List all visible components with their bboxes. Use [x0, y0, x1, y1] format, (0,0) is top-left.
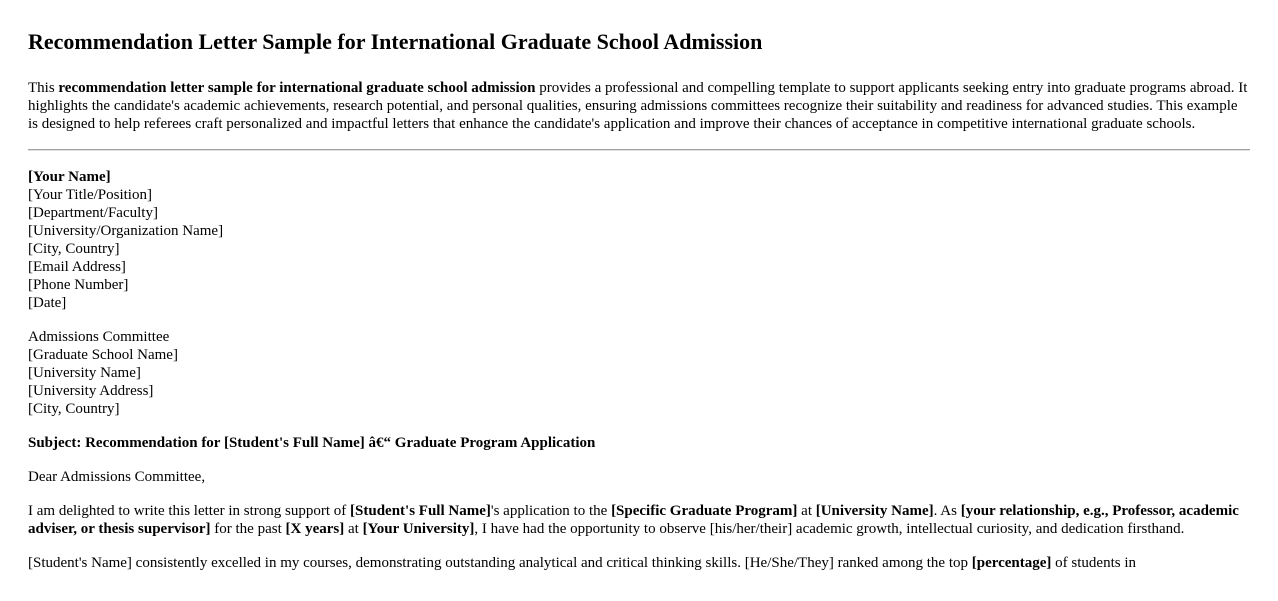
placeholder-percentage: [percentage] — [971, 555, 1052, 571]
recipient-line: Admissions Committee — [28, 329, 170, 345]
para1-text: at — [797, 503, 816, 519]
divider — [28, 149, 1250, 151]
sender-line: [Email Address] — [28, 259, 126, 275]
placeholder-student-name: [Student's Full Name] — [350, 503, 491, 519]
salutation: Dear Admissions Committee, — [28, 469, 206, 485]
intro-paragraph — [28, 79, 1250, 133]
para1-text: . As — [933, 503, 961, 519]
intro-keyword: recommendation letter sample for international graduate school admission — [58, 80, 536, 96]
recipient-line: [University Name] — [28, 365, 141, 381]
intro-text-start: This — [28, 80, 59, 96]
sender-line: [Department/Faculty] — [28, 205, 158, 221]
sender-line: [University/Organization Name] — [28, 223, 224, 239]
sender-block — [28, 168, 1250, 312]
sender-line: [City, Country] — [28, 241, 120, 257]
body-paragraph-2 — [28, 554, 1250, 572]
placeholder-relationship: [your relationship, e.g., Professor, academic adviser, or thesis supervisor] — [28, 503, 1239, 537]
recipient-line: [Graduate School Name] — [28, 347, 178, 363]
recipient-line: [University Address] — [28, 383, 154, 399]
sender-line: [Phone Number] — [28, 277, 129, 293]
page-title: Recommendation Letter Sample for International Graduate School Admission — [28, 29, 763, 54]
para1-text: , I have had the opportunity to observe [his/her/their] academic growth, intellectual curiosity, and dedication firsthand. — [474, 521, 1185, 537]
placeholder-years: [X years] — [285, 521, 345, 537]
para2-text: of students in — [1051, 555, 1137, 571]
para2-text: [Student's Name] consistently excelled in my courses, demonstrating outstanding analytical and critical thinking skills. [He/She/They] ranked among the top — [28, 555, 972, 571]
sender-date: [Date] — [28, 295, 67, 311]
subject-line — [28, 434, 1250, 452]
para1-text: 's application to the — [490, 503, 612, 519]
recipient-block — [28, 328, 1250, 418]
sender-line: [Your Title/Position] — [28, 187, 152, 203]
para1-text: at — [344, 521, 363, 537]
intro-text-rest: provides a professional and compelling template to support applicants seeking entry into graduate programs abroad. It highlights the candidate's academic achievements, research potential, and personal qualities, ensuring admissions committees recognize their suitability and readiness for advanced studies. This example is designed to help referees craft personalized and impactful letters that enhance the candidate's application and improve their chances of acceptance in competitive international graduate schools. — [28, 80, 1248, 132]
placeholder-program: [Specific Graduate Program] — [611, 503, 798, 519]
placeholder-your-university: [Your University] — [362, 521, 475, 537]
placeholder-university: [University Name] — [815, 503, 934, 519]
subject-text: Subject: Recommendation for [Student's Full Name] â€“ Graduate Program Application — [28, 435, 596, 451]
recipient-line: [City, Country] — [28, 401, 120, 417]
sender-name: [Your Name] — [28, 169, 111, 185]
para1-text: I am delighted to write this letter in strong support of — [28, 503, 351, 519]
para1-text: for the past — [210, 521, 286, 537]
body-paragraph-1 — [28, 502, 1250, 538]
